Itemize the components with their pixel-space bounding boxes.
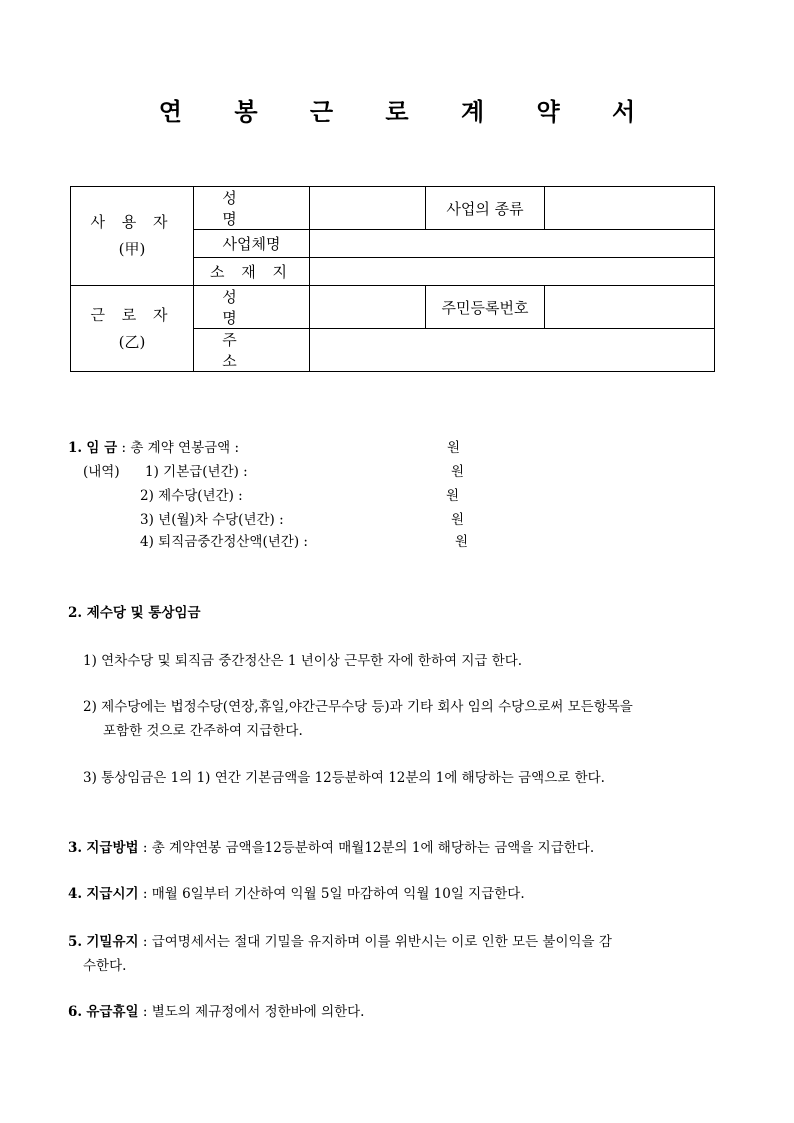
employee-role-sub: (乙) [118,332,146,351]
location-value[interactable] [310,258,715,286]
employer-name-value[interactable] [310,187,426,230]
section-1-item-2-unit: 원 [446,488,460,504]
employer-role-cell [71,187,194,286]
resident-id-value[interactable] [545,286,715,329]
section-1-item-1: 1) 기본급(년간) : [145,464,248,480]
section-2-paragraph-1: 1) 연차수당 및 퇴직금 중간정산은 1 년이상 근무한 자에 한하여 지급 한다. [83,653,523,669]
business-type-label: 사업의 종류 [426,187,545,230]
address-label: 주 소 [194,329,310,372]
business-type-value[interactable] [545,187,715,230]
section-1-item-4: 4) 퇴직금중간정산액(년간) : [140,534,308,550]
address-value[interactable] [310,329,715,372]
employer-role-sub: (甲) [118,240,146,258]
section-2-paragraph-2-line-1: 2) 제수당에는 법정수당(연장,휴일,야간근무수당 등)과 기타 회사 임의 수당으로써 모든항목을 [83,699,633,715]
section-1-item-2: 2) 제수당(년간) : [140,488,243,504]
section-1-item-3: 3) 년(월)차 수당(년간) : [140,512,284,528]
section-1-item-3-unit: 원 [451,512,465,528]
resident-id-label: 주민등록번호 [426,286,545,329]
company-name-label: 사업체명 [194,230,310,258]
employee-role-cell [71,286,194,372]
employee-role-label: 근 로 자 [90,305,174,324]
employer-role-label: 사 용 자 [90,213,174,231]
section-5-continued: 수한다. [83,958,127,974]
company-name-value[interactable] [310,230,715,258]
section-2-paragraph-2-line-2: 포함한 것으로 간주하여 지급한다. [103,723,303,739]
section-4: 4. 지급시기 : 매월 6일부터 기산하여 익월 5일 마감하여 익월 10일 지급한다. [68,886,525,902]
section-5: 5. 기밀유지 : 급여명세서는 절대 기밀을 유지하며 이를 위반시는 이로 인한 모든 불이익을 감 [68,934,612,950]
section-1-item-4-unit: 원 [455,534,469,550]
section-6: 6. 유급휴일 : 별도의 제규정에서 정한바에 의한다. [68,1004,365,1020]
document-title: 연 봉 근 로 계 약 서 [158,97,658,126]
section-1-total-unit: 원 [447,440,461,456]
location-label: 소 재 지 [194,258,310,286]
parties-table [70,186,715,372]
employee-name-label: 성 명 [194,286,310,329]
section-2-heading: 2. 제수당 및 통상임금 [68,605,201,621]
employee-name-value[interactable] [310,286,426,329]
section-1-item-1-unit: 원 [451,464,465,480]
section-1-breakdown-label: (내역) [83,464,120,480]
section-1-heading: 1. 임 금 : 총 계약 연봉금액 : [68,440,240,456]
section-3: 3. 지급방법 : 총 계약연봉 금액을12등분하여 매월12분의 1에 해당하는 금액을 지급한다. [68,840,595,856]
section-2-paragraph-3: 3) 통상임금은 1의 1) 연간 기본금액을 12등분하여 12분의 1에 해당하는 금액으로 한다. [83,770,605,786]
employer-name-label: 성 명 [194,187,310,230]
